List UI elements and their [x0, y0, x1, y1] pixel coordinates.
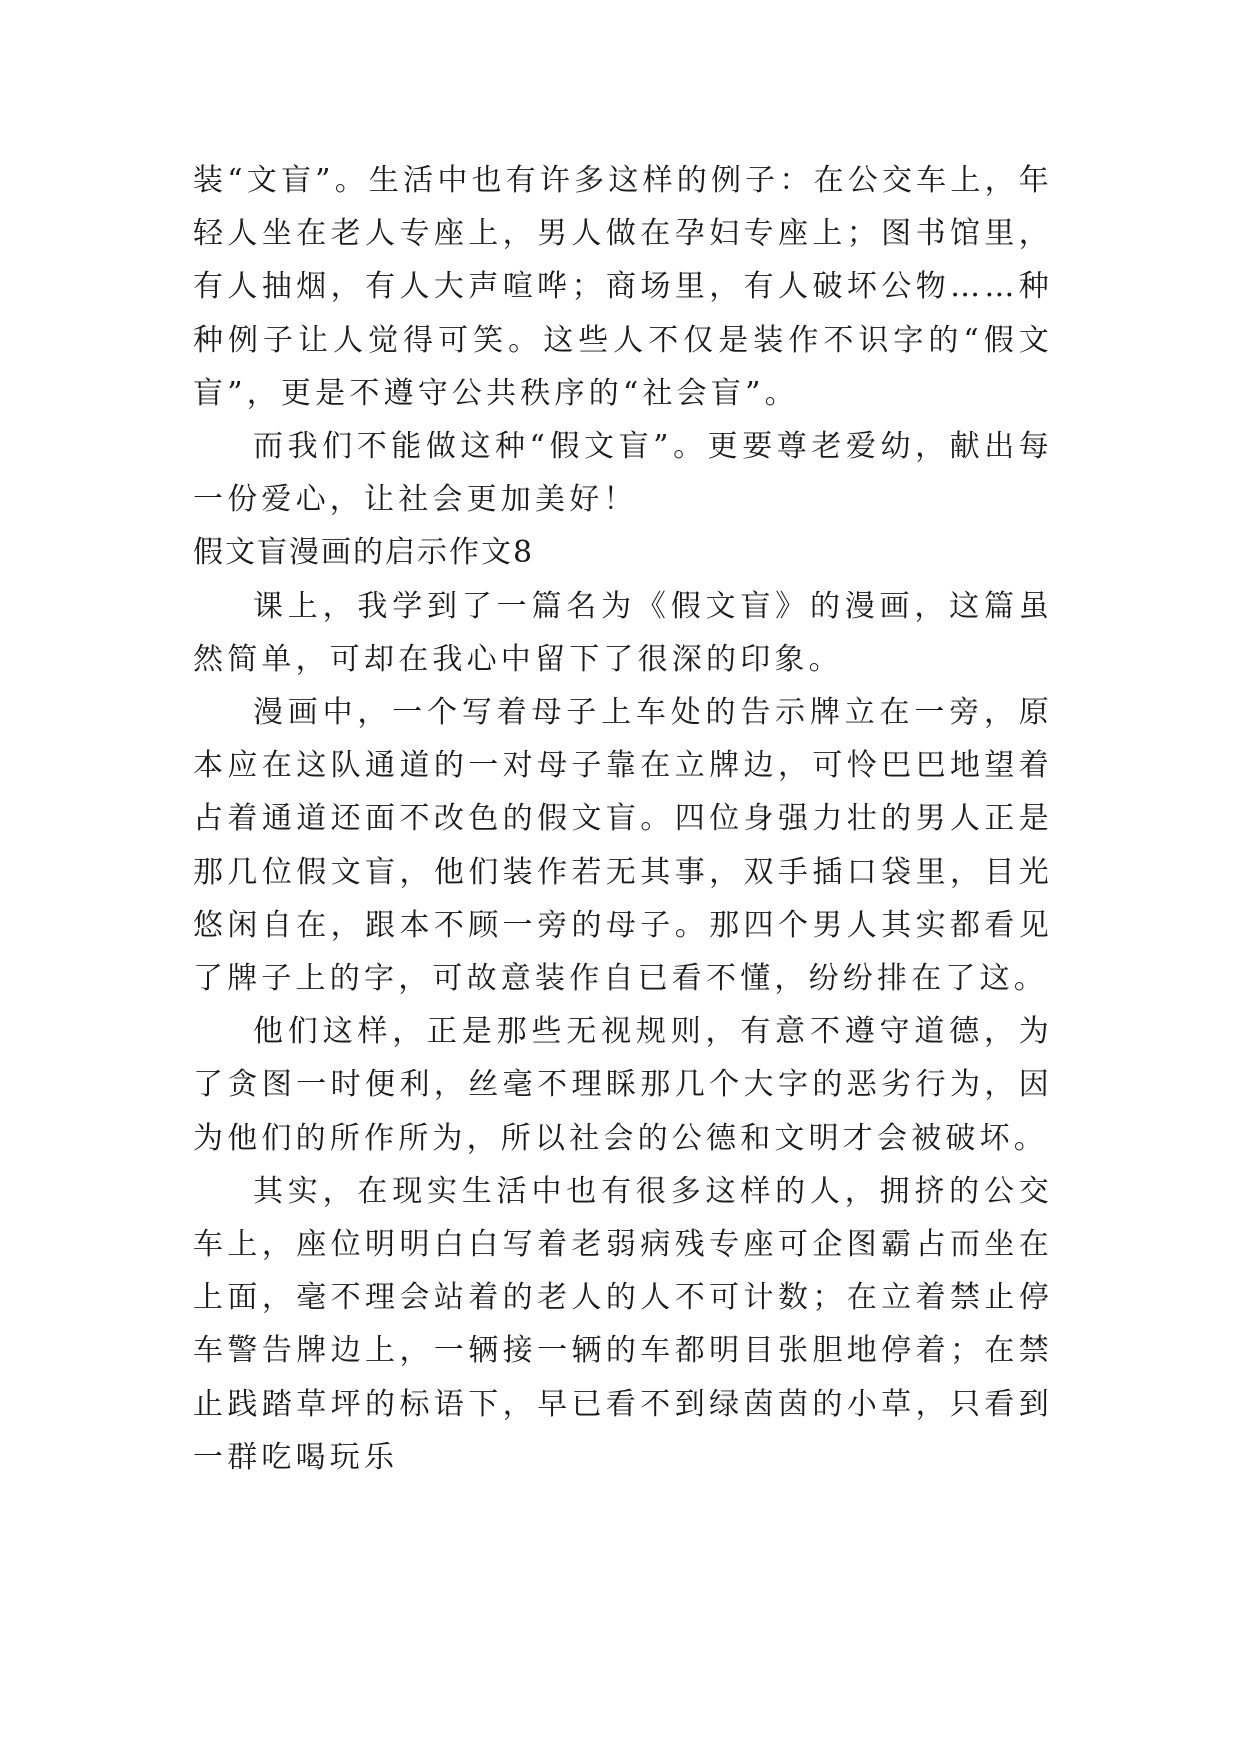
paragraph: 课上，我学到了一篇名为《假文盲》的漫画，这篇虽然简单，可却在我心中留下了很深的印象。	[193, 588, 1053, 677]
section-heading: 假文盲漫画的启示作文8	[193, 535, 535, 571]
paragraph: 其实，在现实生活中也有很多这样的人，拥挤的公交车上，座位明明白白写着老弱病残专座可企图霸占而坐在上面，毫不理会站着的老人的人不可计数；在立着禁止停车警告牌边上，一辆接一辆的车都明目张胆地停着；在禁止践踏草坪的标语下，早已看不到绿茵茵的小草，只看到一群吃喝玩乐	[193, 1173, 1053, 1475]
paragraph: 装“文盲”。生活中也有许多这样的例子：在公交车上，年轻人坐在老人专座上，男人做在孕妇专座上；图书馆里，有人抽烟，有人大声喧哗；商场里，有人破坏公物……种种例子让人觉得可笑。这些人不仅是装作不识字的“假文盲”，更是不遵守公共秩序的“社会盲”。	[193, 163, 1053, 411]
paragraph: 他们这样，正是那些无视规则，有意不遵守道德，为了贪图一时便利，丝毫不理睬那几个大字的恶劣行为，因为他们的所作所为，所以社会的公德和文明才会被破坏。	[193, 1014, 1053, 1156]
paragraph: 漫画中，一个写着母子上车处的告示牌立在一旁，原本应在这队通道的一对母子靠在立牌边，可怜巴巴地望着占着通道还面不改色的假文盲。四位身强力壮的男人正是那几位假文盲，他们装作若无其事，双手插口袋里，目光悠闲自在，跟本不顾一旁的母子。那四个男人其实都看见了牌子上的字，可故意装作自已看不懂，纷纷排在了这。	[193, 695, 1053, 997]
paragraph: 而我们不能做这种“假文盲”。更要尊老爱幼，献出每一份爱心，让社会更加美好！	[193, 429, 1053, 518]
document-body	[193, 154, 1053, 1484]
